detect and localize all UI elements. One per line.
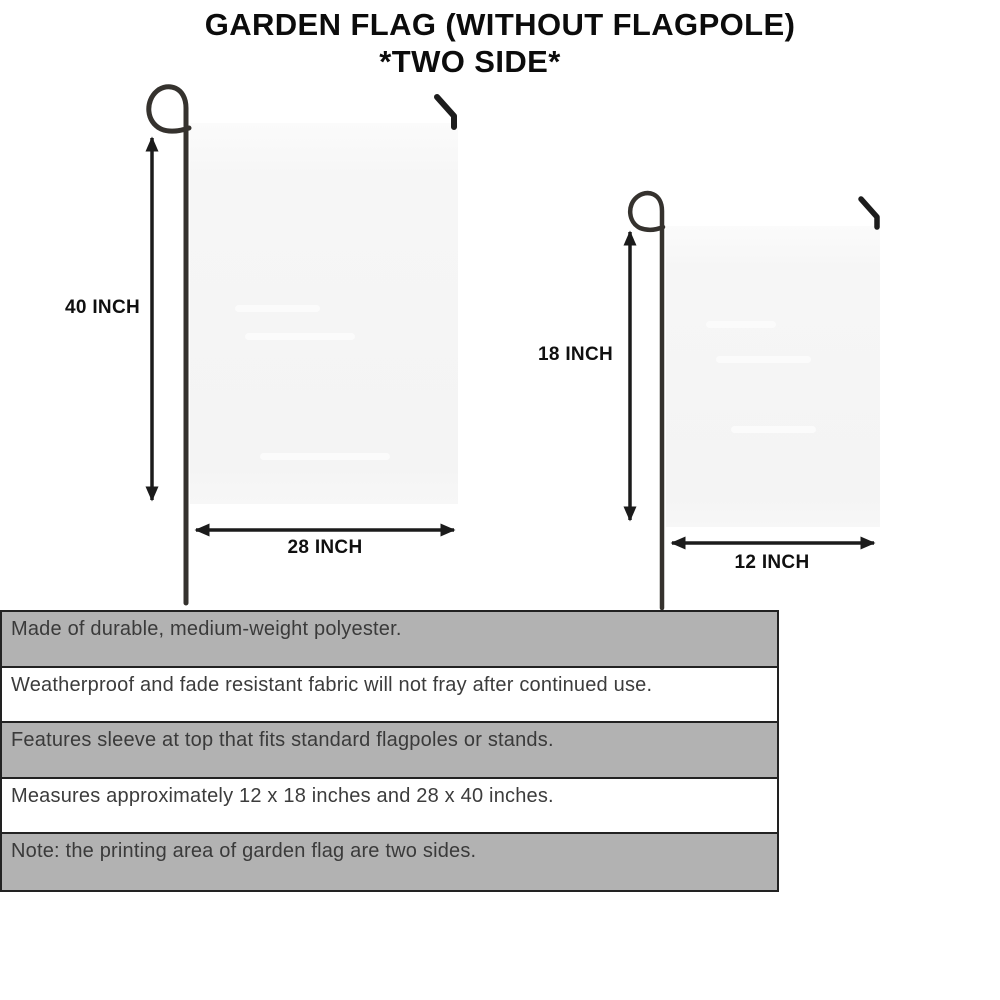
hanger-hook-icon bbox=[861, 199, 877, 227]
hanger-hook-icon bbox=[437, 97, 454, 127]
feature-row: Weatherproof and fade resistant fabric will not fray after continued use. bbox=[2, 668, 777, 724]
flagpole-stake-icon bbox=[630, 193, 663, 608]
page-subtitle: *TWO SIDE* bbox=[379, 44, 561, 79]
flagpole-stake-icon bbox=[149, 87, 189, 603]
feature-row: Features sleeve at top that fits standard flagpoles or stands. bbox=[2, 723, 777, 779]
feature-row: Measures approximately 12 x 18 inches and 28 x 40 inches. bbox=[2, 779, 777, 835]
feature-row: Note: the printing area of garden flag are two sides. bbox=[2, 834, 777, 890]
feature-row: Made of durable, medium-weight polyester. bbox=[2, 612, 777, 668]
small-flag-width-label: 12 INCH bbox=[734, 552, 810, 573]
large-flag-height-label: 40 INCH bbox=[65, 297, 140, 318]
small-flag-height-label: 18 INCH bbox=[538, 344, 613, 365]
feature-list bbox=[0, 610, 779, 892]
page-title: GARDEN FLAG (WITHOUT FLAGPOLE) bbox=[204, 7, 796, 42]
large-flag-width-label: 28 INCH bbox=[287, 537, 363, 558]
